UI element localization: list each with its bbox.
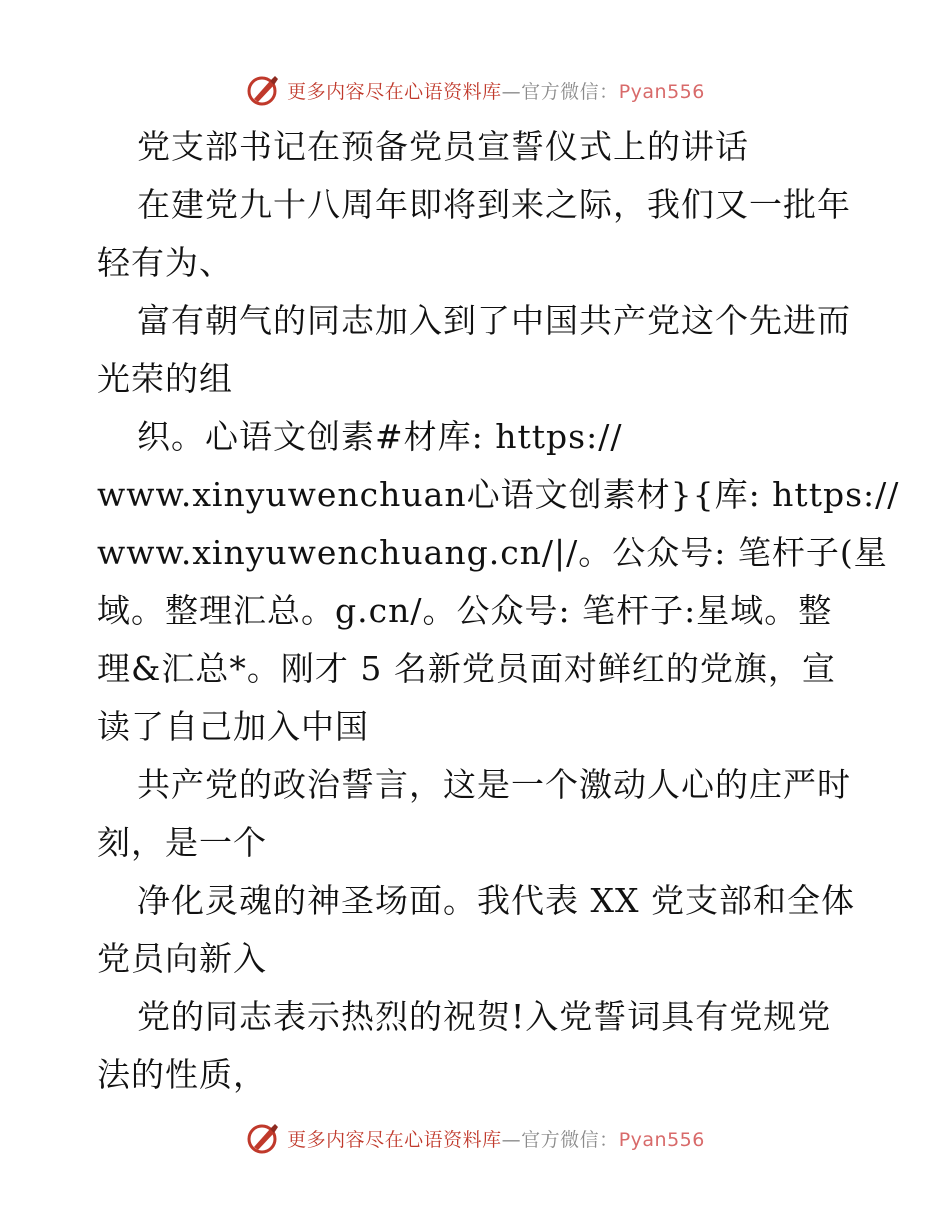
paragraph-line: 域。整理汇总。g.cn/。公众号: 笔杆子:星域。整 (97, 591, 833, 630)
paragraph-line: 读了自己加入中国 (97, 707, 369, 746)
watermark-wechat-label: —官方微信： (501, 1128, 619, 1151)
pen-logo-icon (245, 72, 281, 108)
watermark-wechat-label: —官方微信： (501, 80, 619, 103)
watermark-text (287, 1125, 705, 1152)
paragraph-line: www.xinyuwenchuang.cn/|/。公众号: 笔杆子(星 (97, 533, 888, 572)
paragraph-line: 织。心语文创素#材库: https:// (137, 417, 623, 456)
footer-watermark (0, 1118, 950, 1158)
paragraph-line: 党员向新入 (97, 939, 267, 978)
paragraph-line: 富有朝气的同志加入到了中国共产党这个先进而 (137, 301, 851, 340)
paragraph-line: www.xinyuwenchuan心语文创素材}{库: https:// (97, 475, 900, 514)
document-title: 党支部书记在预备党员宣誓仪式上的讲话 (137, 127, 749, 166)
watermark-text (287, 77, 705, 104)
watermark-wechat-id: Pyan556 (618, 80, 705, 103)
document-body (97, 118, 900, 1104)
paragraph-line: 净化灵魂的神圣场面。我代表 XX 党支部和全体 (137, 881, 855, 920)
header-watermark (0, 70, 950, 110)
watermark-title: 更多内容尽在心语资料库 (287, 80, 502, 103)
paragraph-line: 光荣的组 (97, 359, 233, 398)
watermark-wechat-id: Pyan556 (618, 1128, 705, 1151)
paragraph-line: 理&汇总*。刚才 5 名新党员面对鲜红的党旗，宣 (97, 649, 836, 688)
pen-logo-icon (245, 1120, 281, 1156)
watermark-title: 更多内容尽在心语资料库 (287, 1128, 502, 1151)
paragraph-line: 轻有为、 (97, 243, 233, 282)
paragraph-line: 在建党九十八周年即将到来之际，我们又一批年 (137, 185, 851, 224)
paragraph-line: 共产党的政治誓言，这是一个激动人心的庄严时 (137, 765, 851, 804)
paragraph-line: 刻，是一个 (97, 823, 267, 862)
paragraph-line: 党的同志表示热烈的祝贺!入党誓词具有党规党 (137, 997, 832, 1036)
paragraph-line: 法的性质， (97, 1055, 267, 1094)
